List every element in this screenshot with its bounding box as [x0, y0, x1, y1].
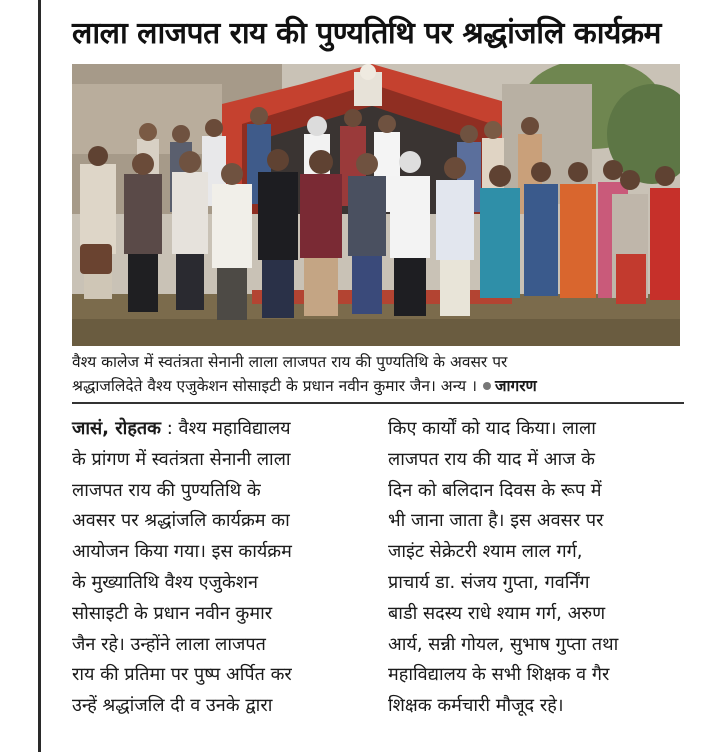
body-line: बाडी सदस्य राधे श्याम गर्ग, अरुण: [388, 602, 606, 624]
photo-credit: जागरण: [494, 377, 537, 395]
body-line: प्राचार्य डा. संजय गुप्ता, गवर्निंग: [388, 571, 590, 593]
caption-divider: [72, 402, 684, 404]
body-line: लाजपत राय की याद में आज के: [388, 448, 595, 470]
body-line: राय की प्रतिमा पर पुष्प अर्पित कर: [72, 664, 292, 686]
dateline: जासं, रोहतक: [72, 418, 161, 439]
body-line: किए कार्यों को याद किया। लाला: [388, 418, 596, 439]
credit-dot-icon: [483, 382, 491, 390]
group-photo: [72, 64, 680, 346]
body-line: लाजपत राय की पुण्यतिथि के: [72, 479, 261, 501]
body-line: के मुख्यातिथि वैश्य एजुकेशन: [72, 571, 258, 593]
body-line: शिक्षक कर्मचारी मौजूद रहे।: [388, 695, 564, 717]
body-line: दिन को बलिदान दिवस के रूप में: [388, 479, 602, 501]
body-line: [72, 414, 368, 445]
caption-line: [72, 374, 684, 398]
article-headline: लाला लाजपत राय की पुण्यतिथि पर श्रद्धांजलि कार्यक्रम: [72, 16, 661, 51]
body-line: आर्य, सन्नी गोयल, सुभाष गुप्ता तथा: [388, 633, 619, 655]
column-rule: [38, 0, 41, 752]
article-column-right: [388, 414, 688, 722]
caption-text: श्रद्धाजलिदेते वैश्य एजुकेशन सोसाइटी के प्रधान नवीन कुमार जैन। अन्य ।: [72, 377, 477, 395]
body-line: महाविद्यालय के सभी शिक्षक व गैर: [388, 664, 610, 686]
body-line: जाइंट सेक्रेटरी श्याम लाल गर्ग,: [388, 541, 583, 563]
caption-line: वैश्य कालेज में स्वतंत्रता सेनानी लाला लाजपत राय की पुण्यतिथि के अवसर पर: [72, 353, 508, 371]
body-line: भी जाना जाता है। इस अवसर पर: [388, 510, 604, 532]
body-line: के प्रांगण में स्वतंत्रता सेनानी लाला: [72, 448, 291, 470]
body-line: अवसर पर श्रद्धांजलि कार्यक्रम का: [72, 510, 290, 532]
article-column-left: [72, 414, 368, 722]
group-photo-icon: [72, 64, 680, 346]
body-line: आयोजन किया गया। इस कार्यक्रम: [72, 541, 292, 563]
body-line: उन्हें श्रद्धांजलि दी व उनके द्वारा: [72, 695, 273, 717]
body-line: जैन रहे। उन्होंने लाला लाजपत: [72, 633, 266, 655]
body-text: : वैश्य महाविद्यालय: [160, 418, 291, 439]
photo-caption: [72, 350, 684, 398]
body-line: सोसाइटी के प्रधान नवीन कुमार: [72, 602, 273, 624]
